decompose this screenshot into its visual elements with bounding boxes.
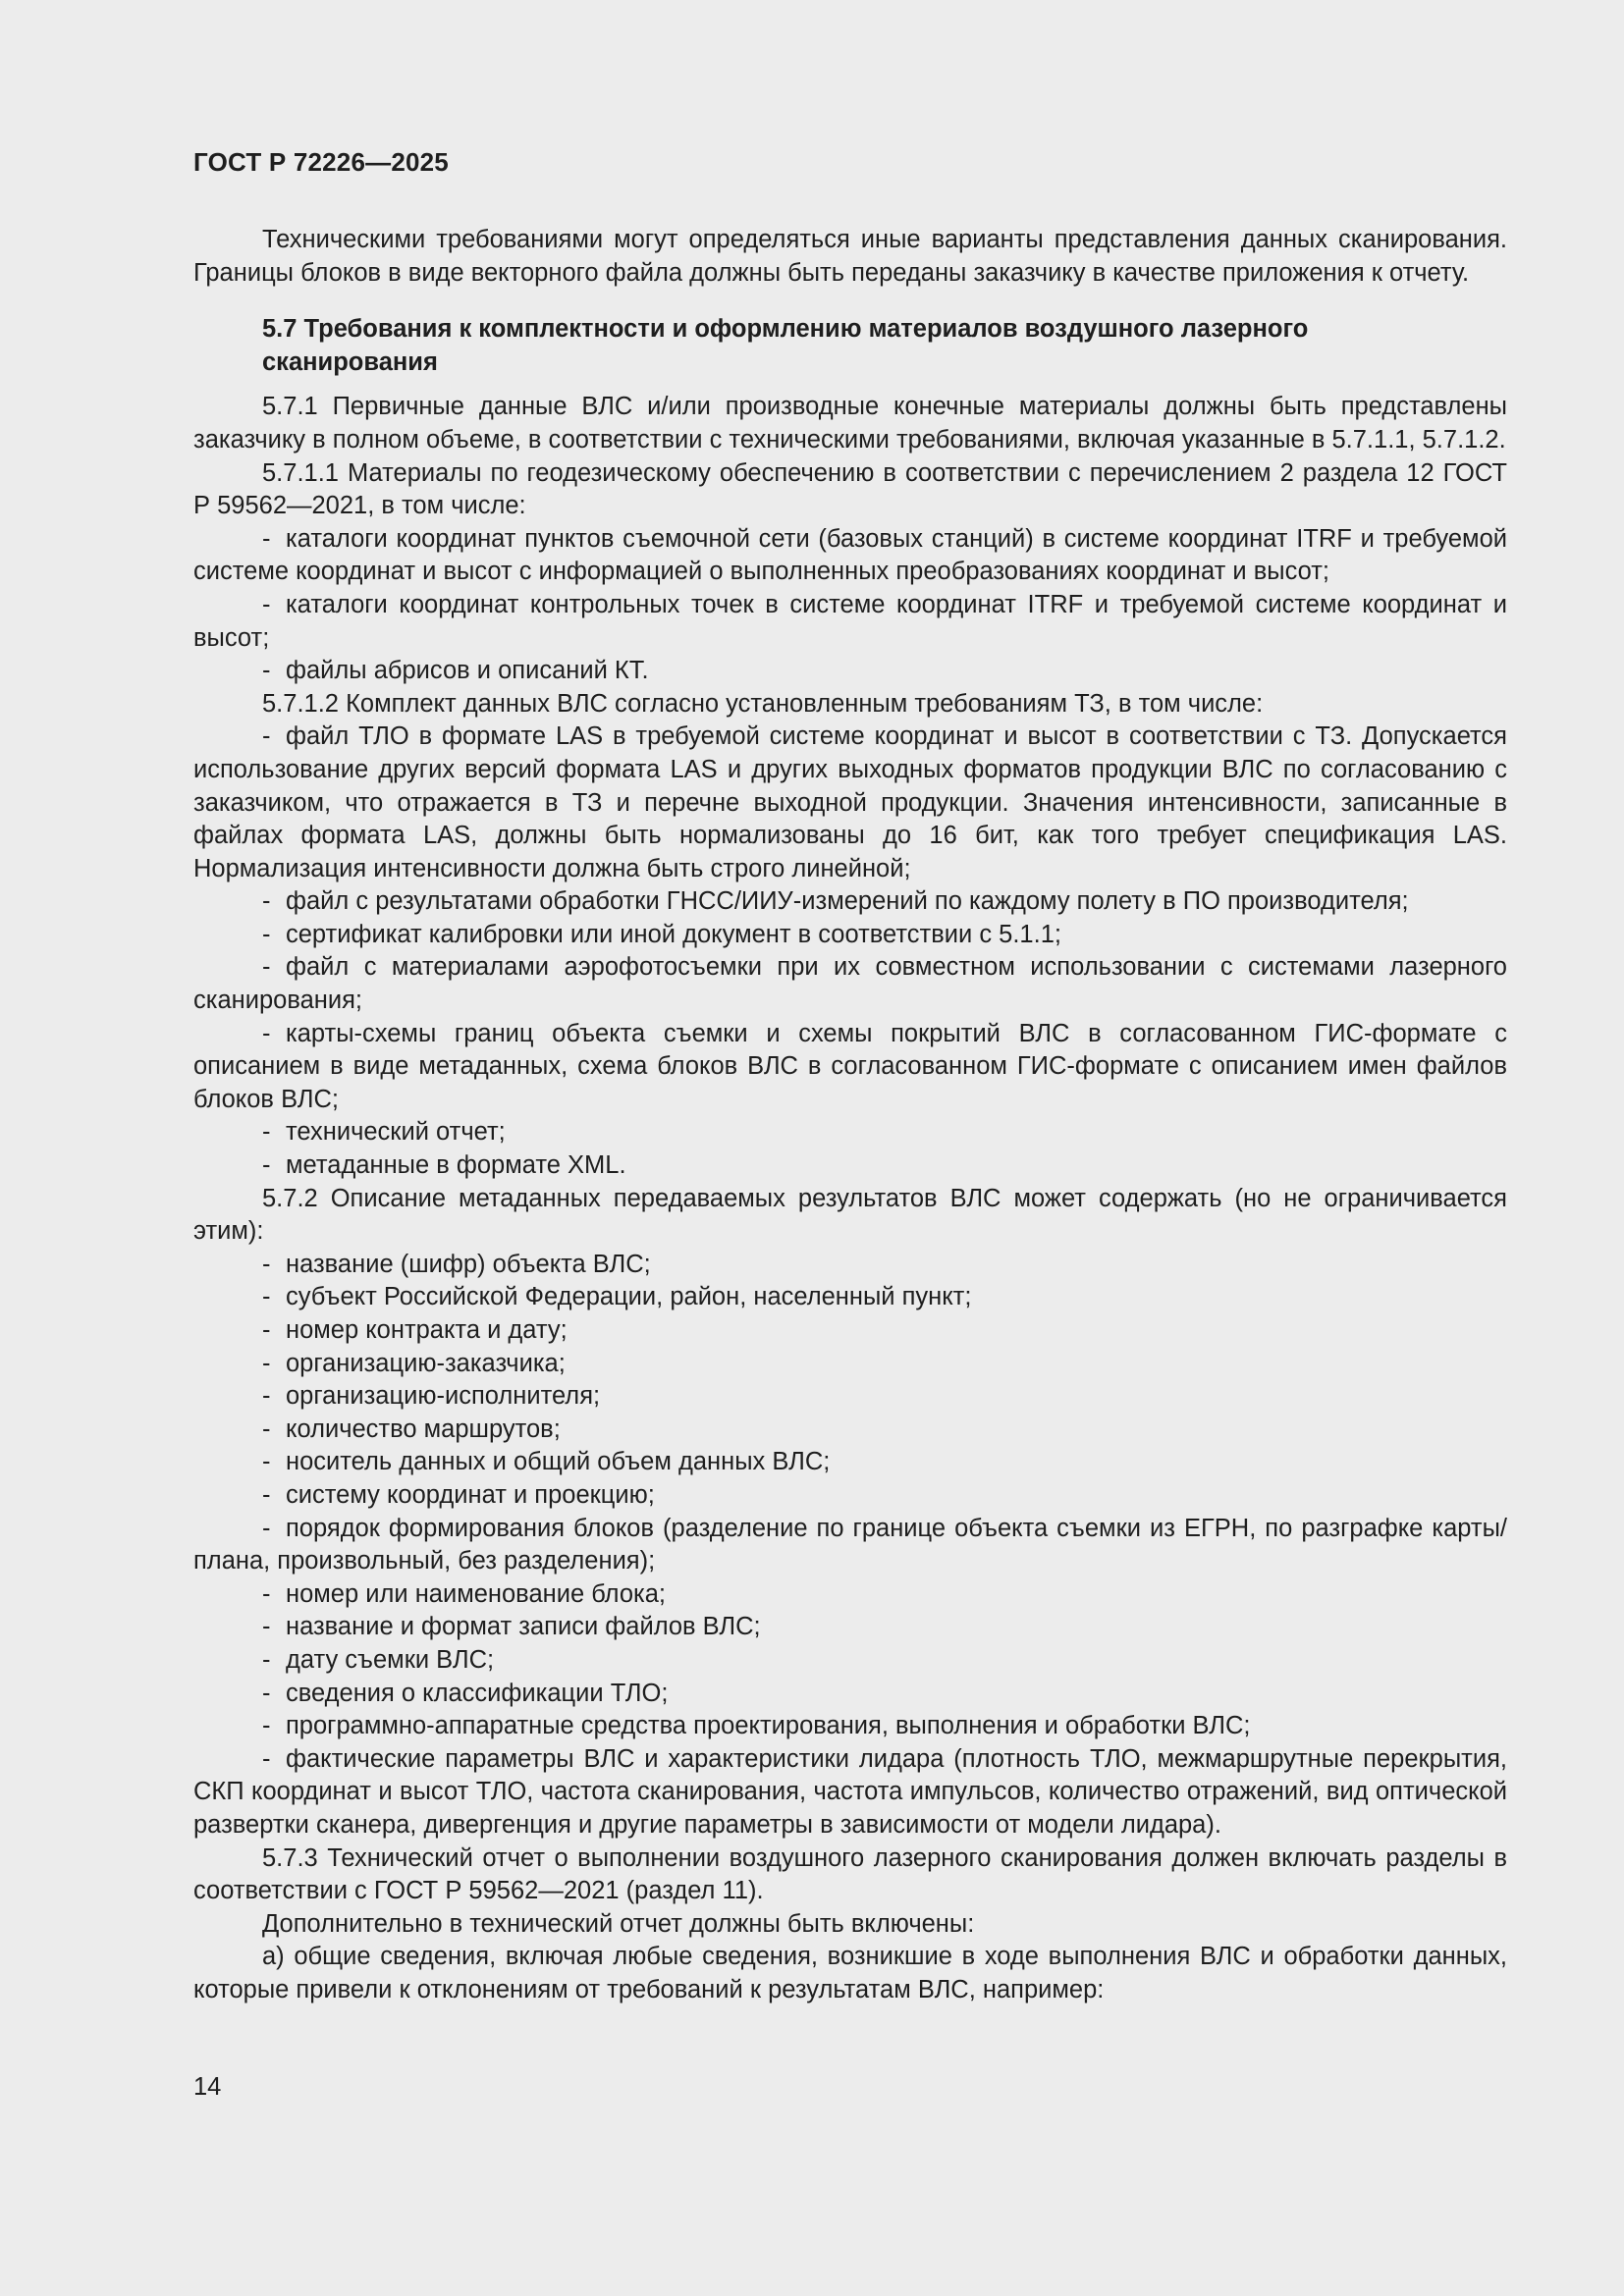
paragraph-5-7-1-2: 5.7.1.2 Комплект данных ВЛС согласно установленным требованиям ТЗ, в том числе: [262, 689, 1264, 718]
paragraph-5-7-1-1: 5.7.1.1 Материалы по геодезическому обеспечению в соответствии с перечислением 2 раздела 12 ГОСТ Р 59562—2021, в том числе: [193, 458, 1507, 520]
dash-marker: - [262, 1480, 271, 1509]
list-item: - название и формат записи файлов ВЛС; [193, 1611, 1507, 1644]
list-5-7-1-1 [193, 523, 1507, 688]
dash-marker: - [262, 1382, 271, 1411]
document-header: ГОСТ Р 72226—2025 [193, 147, 449, 177]
dash-marker: - [262, 887, 271, 916]
dash-marker: - [262, 1349, 271, 1377]
section-heading-line1: 5.7 Требования к комплектности и оформлению материалов воздушного лазерного [262, 315, 1309, 344]
list-item: - карты-схемы границ объекта съемки и схемы покрытий ВЛС в согласованном ГИС-формате с описанием в виде метаданных, схема блоков ВЛС в согласованном ГИС-формате с описанием имен файлов блоков ВЛС; [193, 1019, 1507, 1113]
list-item: - название (шифр) объекта ВЛС; [193, 1249, 1507, 1282]
list-5-7-2 [193, 1249, 1507, 1842]
list-item: - каталоги координат пунктов съемочной сети (базовых станций) в системе координат ITRF и требуемой системе координат и высот с информацией о выполненных преобразованиях координат и высот; [193, 524, 1507, 586]
list-item: - технический отчет; [193, 1116, 1507, 1149]
paragraph-5-7-1: 5.7.1 Первичные данные ВЛС и/или производные конечные материалы должны быть представлены заказчику в полном объеме, в соответствии с техническими требованиями, включая указанные в 5.7.1.1, 5.7.1.2. [193, 393, 1507, 454]
dash-marker: - [262, 1019, 271, 1047]
dash-marker: - [262, 1712, 271, 1740]
dash-marker: - [262, 590, 271, 618]
dash-marker: - [262, 1415, 271, 1443]
document-body [193, 224, 1507, 2006]
list-item: - организацию-заказчика; [193, 1348, 1507, 1381]
intro-paragraph: Техническими требованиями могут определяться иные варианты представления данных сканирования. Границы блоков в виде векторного файла должны быть переданы заказчику в качестве приложения к отчету. [193, 226, 1507, 287]
list-item: - количество маршрутов; [193, 1414, 1507, 1447]
section-heading-line2: сканирования [262, 347, 438, 376]
dash-marker: - [262, 1448, 271, 1476]
list-item: - систему координат и проекцию; [193, 1479, 1507, 1513]
dash-marker: - [262, 920, 271, 948]
dash-marker: - [262, 1316, 271, 1344]
paragraph-5-7-3: 5.7.3 Технический отчет о выполнении воздушного лазерного сканирования должен включать разделы в соответствии с ГОСТ Р 59562—2021 (раздел 11). [193, 1843, 1507, 1905]
dash-marker: - [262, 524, 271, 553]
list-item: - сведения о классификации ТЛО; [193, 1678, 1507, 1711]
list-item: - носитель данных и общий объем данных ВЛС; [193, 1446, 1507, 1479]
dash-marker: - [262, 953, 271, 982]
list-item: - метаданные в формате XML. [193, 1149, 1507, 1183]
list-item: - порядок формирования блоков (разделение по границе объекта съемки из ЕГРН, по разграфке карты/плана, произвольный, без разделения); [193, 1514, 1507, 1575]
dash-marker: - [262, 1283, 271, 1311]
list-item: - сертификат калибровки или иной документ в соответствии с 5.1.1; [193, 919, 1507, 952]
dash-marker: - [262, 1514, 271, 1542]
list-item: - программно-аппаратные средства проектирования, выполнения и обработки ВЛС; [193, 1710, 1507, 1743]
section-heading [262, 313, 1507, 379]
list-item: - каталоги координат контрольных точек в системе координат ITRF и требуемой системе координат и высот; [193, 590, 1507, 652]
list-item: - номер или наименование блока; [193, 1578, 1507, 1612]
paragraph-additional: Дополнительно в технический отчет должны быть включены: [262, 1909, 975, 1938]
list-item: - субъект Российской Федерации, район, населенный пункт; [193, 1281, 1507, 1314]
dash-marker: - [262, 1645, 271, 1674]
dash-marker: - [262, 1250, 271, 1278]
list-item: - файл ТЛО в формате LAS в требуемой системе координат и высот в соответствии с ТЗ. Допускается использование других версий формата LAS и других выходных форматов продукции ВЛС по согласованию с заказчиком, что отражается в ТЗ и перечне выходной продукции. Значения интенсивности, записанные в файлах формата LAS, должны быть нормализованы до 16 бит, как того требует спецификация LAS. Нормализация интенсивности должна быть строго линейной; [193, 722, 1507, 882]
list-item: - файлы абрисов и описаний КТ. [193, 655, 1507, 688]
dash-marker: - [262, 722, 271, 751]
page-number: 14 [193, 2073, 222, 2101]
list-item: - файл с результатами обработки ГНСС/ИИУ-измерений по каждому полету в ПО производителя; [193, 885, 1507, 919]
dash-marker: - [262, 1579, 271, 1608]
paragraph-item-a: а) общие сведения, включая любые сведения, возникшие в ходе выполнения ВЛС и обработки данных, которые привели к отклонениям от требований к результатам ВЛС, например: [193, 1943, 1507, 2003]
list-5-7-1-2 [193, 721, 1507, 1182]
dash-marker: - [262, 1679, 271, 1707]
list-item: - организацию-исполнителя; [193, 1380, 1507, 1414]
list-item: - дату съемки ВЛС; [193, 1644, 1507, 1678]
dash-marker: - [262, 1118, 271, 1147]
dash-marker: - [262, 657, 271, 685]
list-item: - номер контракта и дату; [193, 1314, 1507, 1348]
list-item: - файл с материалами аэрофотосъемки при их совместном использовании с системами лазерного сканирования; [193, 953, 1507, 1015]
list-item: - фактические параметры ВЛС и характеристики лидара (плотность ТЛО, межмаршрутные перекрытия, СКП координат и высот ТЛО, частота сканирования, частота импульсов, количество отражений, вид оптической развертки сканера, дивергенция и другие параметры в зависимости от модели лидара). [193, 1744, 1507, 1839]
paragraph-5-7-2: 5.7.2 Описание метаданных передаваемых результатов ВЛС может содержать (но не ограничивается этим): [193, 1184, 1507, 1246]
dash-marker: - [262, 1744, 271, 1773]
dash-marker: - [262, 1151, 271, 1180]
dash-marker: - [262, 1613, 271, 1641]
